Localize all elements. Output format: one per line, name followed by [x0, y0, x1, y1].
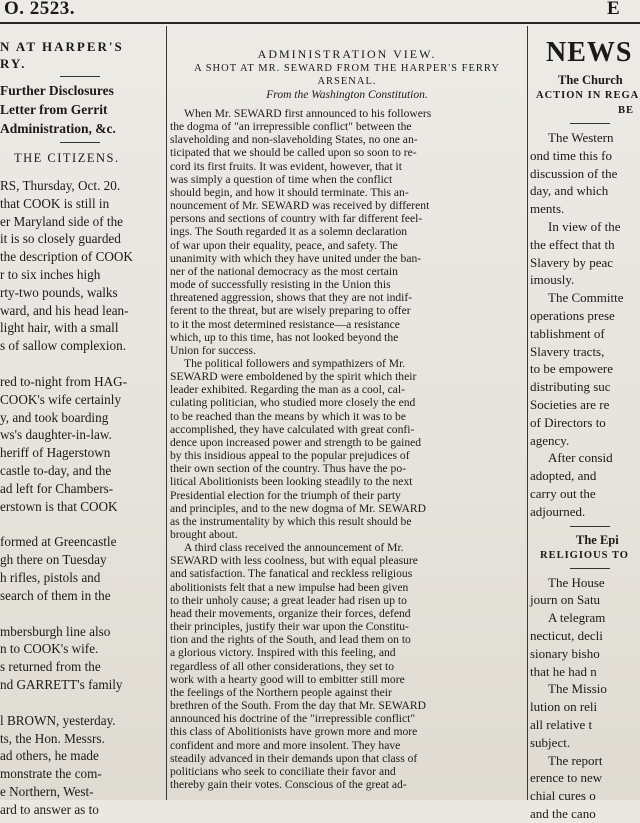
text-line: SEWARD were emboldened by the spirit which their: [170, 370, 417, 384]
text-line: In view of the: [548, 218, 621, 234]
text-line: sionary bisho: [530, 645, 600, 661]
text-line: erstown is that COOK: [0, 498, 118, 514]
text-line: their own section of the country. Thus have the po-: [170, 462, 407, 476]
text-line: thereby gain their votes. Conscious of the great ad-: [170, 777, 407, 791]
text-line: subject.: [530, 734, 571, 750]
text-line: distributing suc: [530, 379, 611, 395]
text-line: erence to new: [530, 770, 603, 786]
right-subhead: The Epi: [576, 532, 619, 547]
text-line: s returned from the: [0, 659, 101, 675]
text-line: necticut, decli: [530, 627, 603, 643]
text-line: Union for success.: [170, 343, 256, 357]
left-paragraph: [0, 373, 160, 515]
text-line: The political followers and sympathizers of Mr.: [184, 356, 406, 370]
text-line: heriff of Hagerstown: [0, 445, 111, 461]
headline-rule: [60, 76, 100, 77]
text-line: all relative t: [530, 716, 593, 732]
right-paragraph: [530, 449, 640, 520]
text-line: A telegram: [548, 610, 606, 626]
text-line: ticipated that we should be called upon so soon to re-: [170, 146, 417, 160]
text-line: adopted, and: [530, 468, 597, 484]
text-line: The Western: [548, 130, 614, 145]
column-rule-left: [166, 26, 167, 800]
text-line: The Committe: [548, 290, 624, 306]
text-line: castle to-day, and the: [0, 462, 112, 478]
text-line: day, and which: [530, 183, 609, 199]
left-headline-line: N AT HARPER'S: [0, 39, 124, 54]
text-line: After consid: [548, 450, 613, 466]
text-line: mode of successfully resisting in the Union this: [170, 278, 391, 292]
text-line: the description of COOK: [0, 249, 133, 265]
text-line: ner of the national democracy as the most certain: [170, 264, 398, 278]
text-line: nd GARRETT's family: [0, 676, 123, 692]
text-line: journ on Satu: [530, 592, 601, 608]
masthead-title-fragment: E: [607, 0, 620, 19]
text-line: l BROWN, yesterday.: [0, 712, 116, 728]
headline-rule: [570, 526, 610, 527]
masthead-strip: [0, 0, 640, 24]
text-line: The House: [548, 574, 605, 590]
news-headline: NEWS: [546, 37, 633, 68]
left-headline-1: [0, 38, 160, 72]
text-line: search of them in the: [0, 587, 111, 603]
text-line: ward, and his head lean-: [0, 302, 129, 318]
text-line: e Northern, West-: [0, 783, 94, 799]
issue-number: O. 2523.: [4, 0, 76, 19]
text-line: to be empowere: [530, 361, 614, 377]
left-paragraph: [0, 533, 160, 604]
text-line: which, up to this time, has not looked beyond the: [170, 330, 399, 344]
text-line: adjourned.: [530, 503, 586, 519]
text-line: politicians who seek to conciliate their favor and: [170, 764, 396, 778]
text-line: Societies are re: [530, 396, 610, 412]
text-line: accomplished, they have calculated with great confi-: [170, 422, 415, 436]
text-line: cord its first fruits. It was evident, however, that it: [170, 159, 402, 173]
text-line: s of sallow complexion.: [0, 338, 126, 354]
right-paragraph: [530, 752, 640, 823]
text-line: ings. The South regarded it as a solemn declaration: [170, 225, 408, 239]
text-line: Slavery tracts,: [530, 343, 605, 359]
text-line: leader exhibited. Regarding the man as a cool, cal-: [170, 383, 405, 397]
right-subhead-caps: BE: [618, 105, 635, 116]
left-subhead: THE CITIZENS.: [14, 151, 120, 165]
text-line: red to-night from HAG-: [0, 373, 128, 389]
right-paragraph: [530, 218, 640, 289]
text-line: n to COOK's wife.: [0, 641, 99, 657]
column-rule-right: [527, 26, 528, 800]
left-paragraph: [0, 712, 160, 819]
text-line: and principles, and to the new dogma of Mr. SEWARD: [170, 501, 426, 515]
text-line: their principles, justify their war upon the Constitu-: [170, 620, 409, 634]
text-line: The Missio: [548, 681, 607, 697]
text-line: rty-two pounds, walks: [0, 284, 118, 300]
text-line: culating politician, who studied more closely the end: [170, 396, 416, 410]
text-line: carry out the: [530, 485, 596, 501]
left-deck-line: Further Disclosures: [0, 83, 114, 98]
headline-rule: [60, 142, 100, 143]
text-line: brethren of the South. From the day that Mr. SEWARD: [170, 699, 426, 713]
text-line: gh there on Tuesday: [0, 552, 107, 568]
article-title: ADMINISTRATION VIEW.: [257, 47, 437, 61]
right-article-body-1: [530, 129, 640, 521]
text-line: COOK's wife certainly: [0, 391, 122, 407]
text-line: dence upon increased power and strength to be gained: [170, 435, 422, 449]
article-paragraph: [170, 541, 524, 791]
text-line: and satisfaction. The fanatical and reckless religious: [170, 567, 413, 581]
text-line: ond time this fo: [530, 147, 612, 163]
text-line: A third class received the announcement of Mr.: [184, 541, 404, 555]
text-line: the dogma of "an irrepressible conflict" between the: [170, 120, 412, 134]
left-headline-2: [0, 81, 160, 138]
text-line: the effect that th: [530, 236, 615, 252]
text-line: ad left for Chambers-: [0, 480, 114, 496]
text-line: slaveholding and non-slaveholding States, no one an-: [170, 133, 418, 147]
right-subhead: The Church: [558, 73, 623, 87]
right-subhead-caps: RELIGIOUS TO: [540, 549, 629, 561]
text-line: persons and sections of country with far different feel-: [170, 212, 423, 226]
text-line: ts, the Hon. Messrs.: [0, 730, 105, 746]
right-paragraph: [530, 574, 640, 610]
text-line: h rifles, pistols and: [0, 569, 101, 585]
text-line: to it the most determined resistance—a resistance: [170, 317, 400, 331]
right-subhead-caps: ACTION IN REGA: [536, 90, 640, 101]
text-line: by this insidious appeal to the popular prejudices of: [170, 449, 410, 463]
text-line: it is so closely guarded: [0, 231, 121, 247]
article-subtitle-line: ARSENAL.: [317, 76, 377, 87]
article-subtitle-line: A SHOT AT MR. SEWARD FROM THE HARPER'S FERRY: [194, 63, 500, 74]
text-line: r to six inches high: [0, 266, 101, 282]
left-deck-line: Administration, &c.: [0, 121, 116, 136]
text-line: nouncement of Mr. SEWARD was received by different: [170, 199, 430, 213]
left-headline-line: RY.: [0, 56, 27, 71]
text-line: abolitionists felt that a new impulse had been given: [170, 580, 409, 594]
headline-rule: [570, 123, 610, 124]
text-line: work with a hearty good will to embitter still more: [170, 672, 405, 686]
right-paragraph: [530, 609, 640, 680]
left-paragraph: [0, 177, 160, 355]
text-line: tion and the rights of the South, and lead them on to: [170, 633, 411, 647]
text-line: tablishment of: [530, 325, 605, 341]
text-line: operations prese: [530, 307, 615, 323]
left-column: [0, 28, 160, 817]
text-line: Presidential election for the triumph of their party: [170, 488, 401, 502]
article-credit: From the Washington Constitution.: [266, 89, 428, 101]
text-line: should begin, and how it should terminate. This an-: [170, 185, 409, 199]
text-line: imously.: [530, 272, 575, 288]
headline-rule: [570, 568, 610, 569]
text-line: and the cano: [530, 805, 596, 821]
text-line: steadily advanced in their demands upon that class of: [170, 751, 418, 765]
text-line: that COOK is still in: [0, 195, 110, 211]
text-line: the feelings of the Northern people against their: [170, 685, 392, 699]
text-line: announced his doctrine of the "irrepressible conflict": [170, 712, 416, 726]
left-deck-line: Letter from Gerrit: [0, 102, 108, 117]
text-line: that he had n: [530, 663, 597, 679]
text-line: regardless of all other considerations, they set to: [170, 659, 395, 673]
text-line: of war upon their equality, peace, and safety. The: [170, 238, 398, 252]
text-line: to be reached than the means by which it was to be: [170, 409, 406, 423]
right-article-body-2: [530, 574, 640, 823]
text-line: a glorious victory. Inspired with this feeling, and: [170, 646, 396, 660]
text-line: was simply a question of time when the conflict: [170, 172, 393, 186]
text-line: Slavery by peac: [530, 254, 614, 270]
text-line: The report: [548, 752, 603, 768]
text-line: ws's daughter-in-law.: [0, 427, 112, 443]
text-line: litical Abolitionists been looking steadily to the next: [170, 475, 413, 489]
text-line: y, and took boarding: [0, 409, 109, 425]
text-line: to their unholy cause; a great leader had risen up to: [170, 593, 407, 607]
text-line: ad others, he made: [0, 748, 99, 764]
article-paragraph: [170, 357, 524, 541]
text-line: ferent to the threat, but are wisely preparing to offer: [170, 304, 411, 318]
middle-column: [170, 28, 524, 800]
text-line: this class of Abolitionists have grown more and more: [170, 725, 418, 739]
text-line: as the instrumentality by which this result should be: [170, 514, 412, 528]
text-line: RS, Thursday, Oct. 20.: [0, 178, 121, 193]
text-line: light hair, with a small: [0, 320, 119, 336]
text-line: formed at Greencastle: [0, 534, 117, 550]
text-line: chial cures o: [530, 788, 596, 804]
text-line: ard to answer as to: [0, 801, 99, 817]
right-paragraph: [530, 289, 640, 449]
left-paragraph: [0, 623, 160, 694]
text-line: When Mr. SEWARD first announced to his followers: [184, 107, 432, 120]
text-line: head their movements, organize their forces, defend: [170, 606, 411, 620]
text-line: confident and more and more insolent. They have: [170, 738, 401, 752]
article-body: [170, 107, 524, 791]
right-paragraph: [530, 680, 640, 751]
text-line: lution on reli: [530, 699, 598, 715]
text-line: ments.: [530, 201, 565, 217]
text-line: monstrate the com-: [0, 766, 102, 782]
right-column: [530, 28, 640, 821]
text-line: agency.: [530, 432, 570, 448]
right-paragraph: [530, 129, 640, 218]
text-line: SEWARD with less coolness, but with equal pleasure: [170, 554, 418, 568]
text-line: mbersburgh line also: [0, 623, 111, 639]
text-line: threatened aggression, shows that they are not indif-: [170, 291, 413, 305]
text-line: brought about.: [170, 528, 238, 541]
text-line: of Directors to: [530, 414, 606, 430]
text-line: er Maryland side of the: [0, 213, 124, 229]
article-paragraph: [170, 107, 524, 357]
text-line: unanimity with which they have united under the ban-: [170, 251, 422, 265]
text-line: discussion of the: [530, 165, 618, 181]
left-article-body: [0, 177, 160, 819]
